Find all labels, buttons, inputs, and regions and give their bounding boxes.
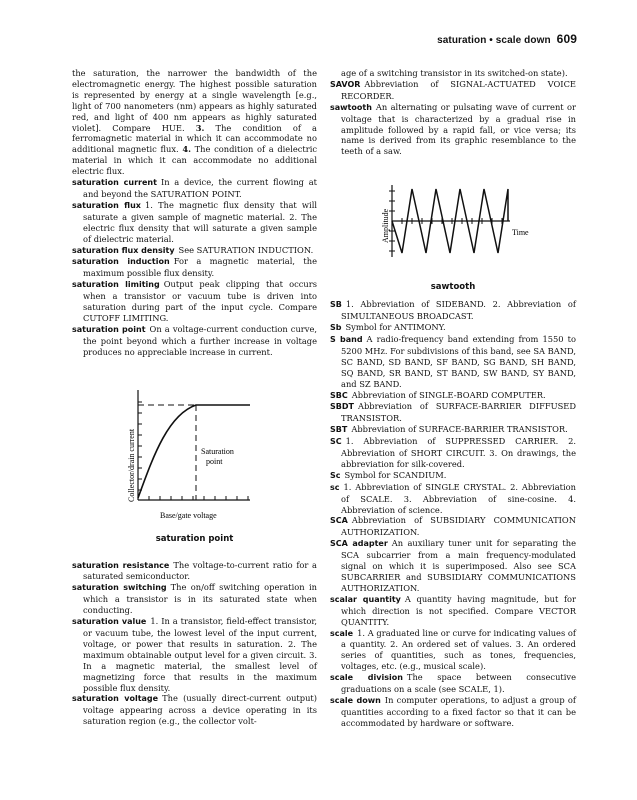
entry-saturation-limiting: saturation limiting Output peak clipping that occurs when a transistor or vacuum tube is driven into saturation during part of the input cycle. Compare CUTOFF LIMITING. xyxy=(72,279,317,323)
entry-SBDT: SBDT Abbreviation of SURFACE-BARRIER DIFFUSED TRANSISTOR. xyxy=(330,401,576,424)
entry-saturation-flux-density: saturation flux density See SATURATION INDUCTION. xyxy=(72,244,314,255)
entry-scalar-quantity: scalar quantity A quantity having magnitude, but for which direction is not specified. Compare VECTOR QUANTITY. xyxy=(330,593,576,627)
entry-saturation-switching: saturation switching The on/off switching operation in which a transistor is in its saturated state when conducting. xyxy=(72,582,317,616)
running-header xyxy=(0,32,577,46)
right-column xyxy=(330,68,576,729)
amplitude-label: Amplitude xyxy=(381,209,390,244)
saturation-annotation-2: point xyxy=(206,456,223,466)
entry-SCA: SCA Abbreviation of SUBSIDIARY COMMUNICATION AUTHORIZATION. xyxy=(330,515,576,538)
entry-SBC: SBC Abbreviation of SINGLE-BOARD COMPUTER. xyxy=(330,389,546,400)
entry-scale-down: scale down In computer operations, to adjust a group of quantities according to a fixed factor so that it can be accommodated by hardware or software. xyxy=(330,694,577,728)
entry-savor: SAVOR Abbreviation of SIGNAL-ACTUATED VOICE RECORDER. xyxy=(330,78,576,101)
saturation-point-figure xyxy=(72,370,317,548)
entry-saturation-value: saturation value 1. In a transistor, field-effect transistor, or vacuum tube, the lowest level of the input current, voltage, or power that results in saturation. 2. The maximum obtainable output level for a given circuit. 3. In a magnetic material, the smallest level of magnetizing force that results in the maximum possible flux density. xyxy=(72,616,318,693)
sawtooth-figure xyxy=(330,171,576,299)
entry-SB: SB 1. Abbreviation of SIDEBAND. 2. Abbreviation of SIMULTANEOUS BROADCAST. xyxy=(330,299,576,322)
saturation-point-diagram xyxy=(72,370,317,530)
left-column xyxy=(72,68,317,727)
entry-SC: SC 1. Abbreviation of SUPPRESSED CARRIER. 2. Abbreviation of SHORT CIRCUIT. 3. On drawings, the abbreviation for silk-covered. xyxy=(330,436,576,469)
saturation-annotation-1: Saturation xyxy=(201,446,234,456)
right-continuation: age of a switching transistor in its switched-on state). xyxy=(341,68,568,78)
entry-saturation-voltage: saturation voltage The (usually direct-current output) voltage appearing across a device operating in its saturation region (e.g., the collector volt- xyxy=(72,693,317,727)
entry-scale: scale 1. A graduated line or curve for indicating values of a quantity. 2. An ordered set of values. 3. An ordered series of quantities, such as tones, frequencies, voltages, etc. (e.g., musical scale). xyxy=(330,627,576,672)
entry-SBT: SBT Abbreviation of SURFACE-BARRIER TRANSISTOR. xyxy=(330,424,568,435)
entry-Sc-symbol: Sc Symbol for SCANDIUM. xyxy=(330,469,447,480)
header-title: saturation • scale down xyxy=(437,35,551,46)
left-continuation: the saturation, the narrower the bandwidth of the electromagnetic energy. The highest possible saturation is represented by energy at a single wavelength [e.g., light of 700 nanometers (nm) appears as highly saturated red, and light of 400 nm appears as highly saturated violet]. Compare HUE. 3. The condition of a ferromagnetic material in which it can accommodate no additional magnetic flux. 4. The condition of a dielectric material in which it can accommodate no additional electric flux. xyxy=(72,68,317,177)
entry-saturation-current: saturation current In a device, the current flowing at and beyond the SATURATION POINT. xyxy=(72,177,318,199)
entry-S-band: S band A radio-frequency band extending from 1550 to 5200 MHz. For subdivisions of this band, see SA BAND, SC BAND, SD BAND, SF BAND, SG BAND, SH BAND, SQ BAND, SR BAND, ST BAND, SW BAND, SY BAND, and SZ BAND. xyxy=(330,333,576,389)
sawtooth-caption: sawtooth xyxy=(430,282,476,293)
entry-SCA-adapter: SCA adapter An auxiliary tuner unit for separating the SCA subcarrier from a main frequency-modulated signal on which it is superimposed. Also see SCA SUBCARRIER and SUBSIDIARY COMMUNICATIONS AUTHORIZATION. xyxy=(330,538,576,593)
entry-sawtooth: sawtooth An alternating or pulsating wave of current or voltage that is characterized by a gradual rise in amplitude followed by a rapid fall, or vice versa; its name is derived from its graphic resemblance to the teeth of a saw. xyxy=(330,101,576,157)
time-label: Time xyxy=(512,228,529,238)
saturation-point-caption: saturation point xyxy=(155,534,234,545)
entry-sc: sc 1. Abbreviation of SINGLE CRYSTAL. 2. Abbreviation of SCALE. 3. Abbreviation of sine-cosine. 4. Abbreviation of science. xyxy=(330,481,576,515)
y-ticks xyxy=(138,402,142,490)
sawtooth-diagram xyxy=(330,171,576,279)
entry-saturation-induction: saturation induction For a magnetic material, the maximum possible flux density. xyxy=(72,256,317,279)
entry-saturation-point: saturation point On a voltage-current conduction curve, the point beyond which a further increase in voltage produces no appreciable increase in current. xyxy=(72,323,317,357)
entry-scale-division: scale division The space between consecutive graduations on a scale (see SCALE, 1). xyxy=(330,672,576,695)
page-number: 609 xyxy=(556,32,577,46)
entry-saturation-flux: saturation flux 1. The magnetic flux density that will saturate a given sample of magnetic material. 2. The electric flux density that will saturate a given sample of dielectric material. xyxy=(72,199,317,244)
y-axis-label: Collector/drain current xyxy=(127,428,136,502)
x-axis-label: Base/gate voltage xyxy=(160,510,217,520)
entry-Sb: Sb Symbol for ANTIMONY. xyxy=(330,322,446,333)
entry-saturation-resistance: saturation resistance The voltage-to-current ratio for a saturated semiconductor. xyxy=(72,559,318,582)
